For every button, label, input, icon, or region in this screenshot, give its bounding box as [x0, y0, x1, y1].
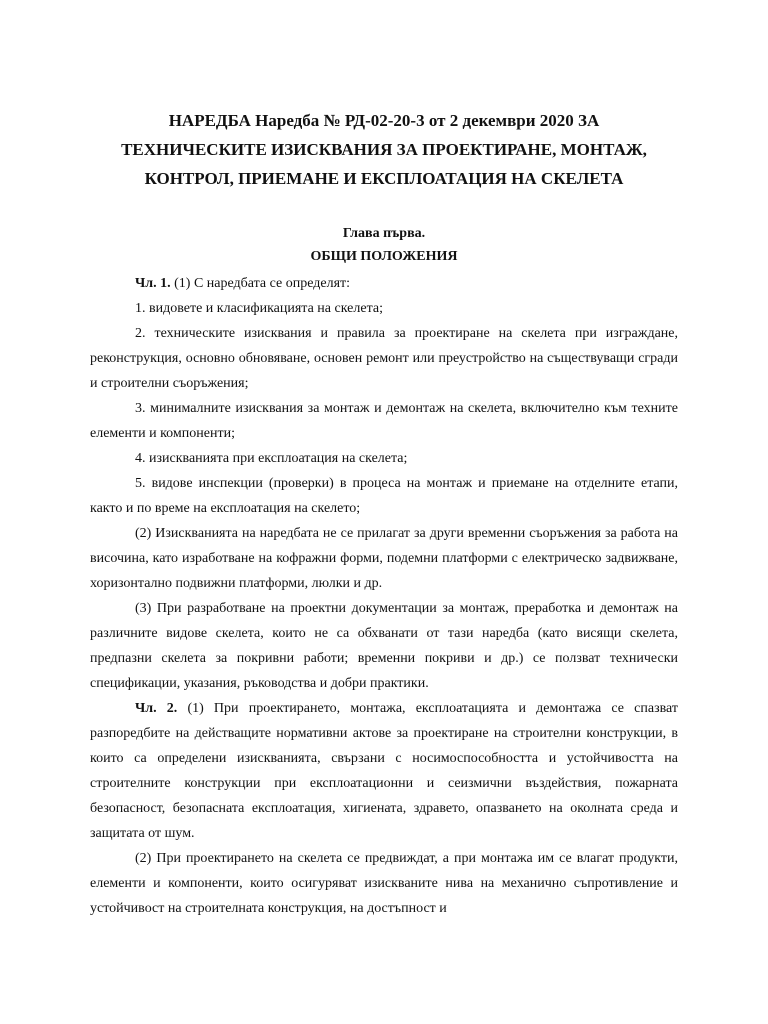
title-line-1: НАРЕДБА Наредба № РД-02-20-3 от 2 декември 2020 ЗА	[168, 111, 600, 130]
paragraph	[90, 471, 678, 521]
paragraph-text: 4. изискванията при експлоатация на скелета;	[135, 451, 408, 466]
paragraph-text: 1. видовете и класификацията на скелета;	[135, 301, 383, 316]
paragraph	[90, 596, 678, 696]
paragraph-text: (2) Изискванията на наредбата не се прилагат за други временни съоръжения за работа на височина, като изработване на кофражни форми, подемни платформи с електрическо задвижване, хоризонтално подвижни платформи, люлки и др.	[90, 526, 678, 591]
paragraph-text: 2. техническите изисквания и правила за проектиране на скелета при изграждане, реконструкция, основно обновяване, основен ремонт или преустройство на съществуващи сгради и строителни съоръжения;	[90, 326, 678, 391]
article-number: Чл. 2.	[135, 701, 178, 716]
document-title	[90, 106, 678, 193]
title-line-3: КОНТРОЛ, ПРИЕМАНЕ И ЕКСПЛОАТАЦИЯ НА СКЕЛЕТА	[144, 169, 624, 188]
paragraph	[90, 271, 678, 296]
paragraph-text: (3) При разработване на проектни документации за монтаж, преработка и демонтаж на различните видове скелета, които не са обхванати от тази наредба (като висящи скелета, предпазни скелета за покривни работи; временни покриви и др.) се ползват технически спецификации, указания, ръководства и добри практики.	[90, 601, 678, 691]
paragraph-text: (1) С наредбата се определят:	[170, 276, 351, 291]
paragraph	[90, 296, 678, 321]
paragraph-text: (2) При проектирането на скелета се предвиждат, а при монтажа им се влагат продукти, елементи и компоненти, които осигуряват изискваните нива на механично съпротивление и устойчивост на строителната конструкция, на достъпност и	[90, 851, 678, 916]
paragraph	[90, 446, 678, 471]
paragraph-text: 5. видове инспекции (проверки) в процеса на монтаж и приемане на отделните етапи, както и по време на експлоатация на скелето;	[90, 476, 678, 516]
paragraph	[90, 846, 678, 921]
paragraph-text: (1) При проектирането, монтажа, експлоатацията и демонтажа се спазват разпоредбите на действащите нормативни актове за проектиране на строителни конструкции, в които са определени изискванията, свързани с носимоспособността и устойчивостта на строителните конструкции при експлоатационни и сеизмични въздействия, пожарната безопасност, безопасната експлоатация, хигиената, здравето, опазването на околната среда и защитата от шум.	[90, 701, 678, 841]
chapter-title: ОБЩИ ПОЛОЖЕНИЯ	[310, 249, 458, 264]
article-number: Чл. 1.	[135, 276, 171, 291]
chapter-label: Глава първа.	[342, 226, 426, 241]
paragraph-text: 3. минималните изисквания за монтаж и демонтаж на скелета, включително към техните елементи и компоненти;	[90, 401, 678, 441]
title-line-2: ТЕХНИЧЕСКИТЕ ИЗИСКВАНИЯ ЗА ПРОЕКТИРАНЕ, МОНТАЖ,	[121, 140, 647, 159]
paragraph	[90, 321, 678, 396]
document-body	[90, 271, 678, 921]
paragraph	[90, 521, 678, 596]
paragraph	[90, 696, 678, 846]
paragraph	[90, 396, 678, 446]
